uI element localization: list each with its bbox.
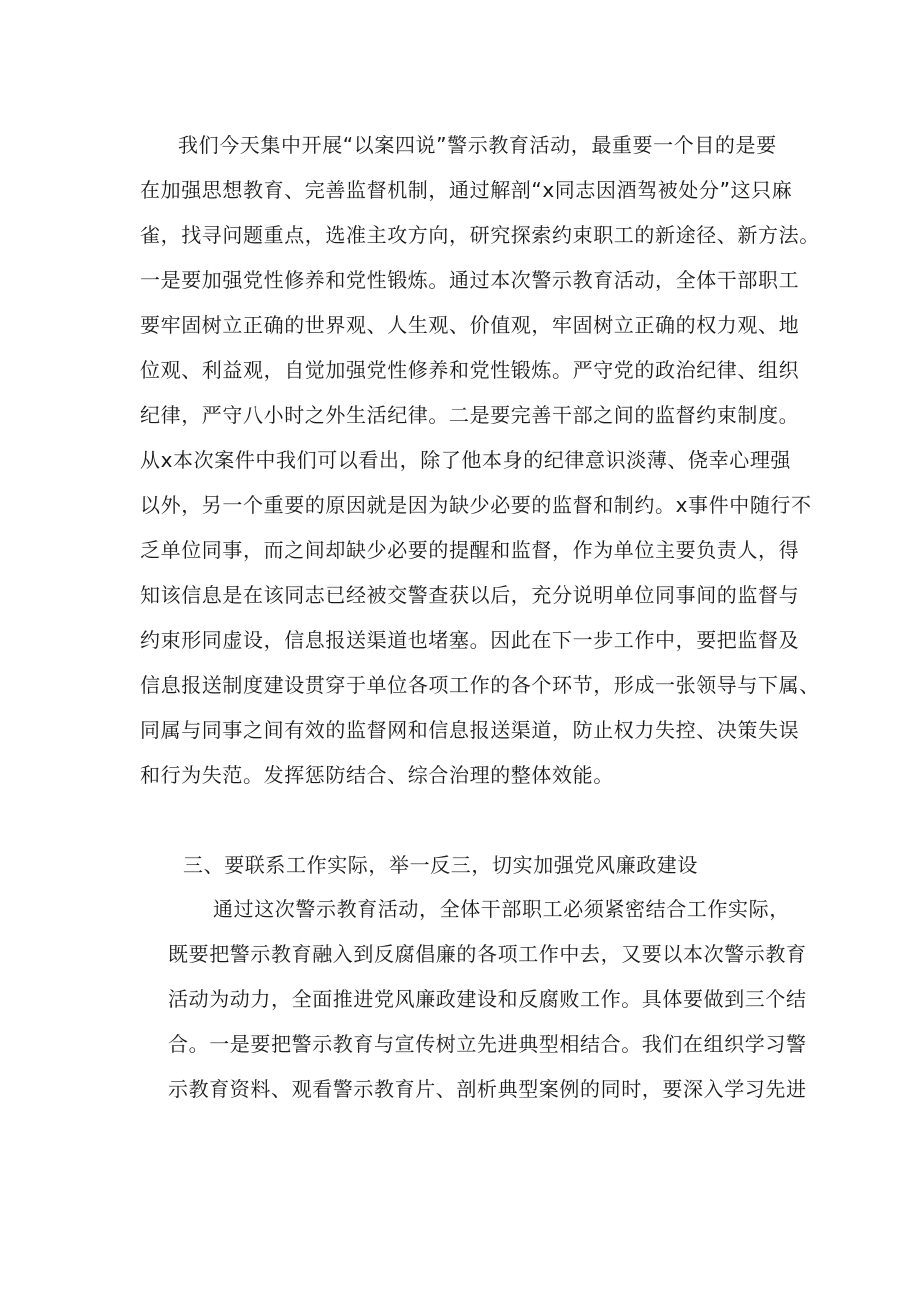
paragraph-line: 示教育资料、观看警示教育片、剖析典型案例的同时，要深入学习先进: [168, 1077, 807, 1101]
paragraph-line: 一是要加强党性修养和党性锻炼。通过本次警示教育活动，全体干部职工: [140, 268, 800, 292]
paragraph-line: 信息报送制度建设贯穿于单位各项工作的各个环节，形成一张领导与下属、: [140, 673, 820, 697]
paragraph-line: 活动为动力，全面推进党风廉政建设和反腐败工作。具体要做到三个结: [168, 987, 807, 1011]
paragraph-line: 要牢固树立正确的世界观、人生观、价值观，牢固树立正确的权力观、地: [140, 313, 800, 337]
paragraph-line: 以外，另一个重要的原因就是因为缺少必要的监督和制约。x事件中随行不: [140, 493, 812, 517]
paragraph-line: 雀，找寻问题重点，选准主攻方向，研究探索约束职工的新途径、新方法。: [140, 223, 820, 247]
paragraph-line: 知该信息是在该同志已经被交警查获以后，充分说明单位同事间的监督与: [140, 583, 800, 607]
paragraph-line: 同属与同事之间有效的监督网和信息报送渠道，防止权力失控、决策失误: [140, 718, 800, 742]
paragraph-line: 和行为失范。发挥惩防结合、综合治理的整体效能。: [140, 763, 614, 787]
paragraph-line: 约束形同虚设，信息报送渠道也堵塞。因此在下一步工作中，要把监督及: [140, 628, 800, 652]
paragraph-line: 纪律，严守八小时之外生活纪律。二是要完善干部之间的监督约束制度。: [140, 403, 800, 427]
paragraph-line: 合。一是要把警示教育与宣传树立先进典型相结合。我们在组织学习警: [168, 1032, 807, 1056]
paragraph-line: 位观、利益观，自觉加强党性修养和党性锻炼。严守党的政治纪律、组织: [140, 358, 800, 382]
section-heading: 三、要联系工作实际，举一反三，切实加强党风廉政建设: [183, 853, 698, 877]
paragraph-line: 我们今天集中开展“以案四说”警示教育活动，最重要一个目的是要: [178, 133, 777, 157]
paragraph-line: 乏单位同事，而之间却缺少必要的提醒和监督，作为单位主要负责人，得: [140, 538, 800, 562]
paragraph-line: 通过这次警示教育活动，全体干部职工必须紧密结合工作实际，: [213, 897, 790, 921]
paragraph-line: 既要把警示教育融入到反腐倡廉的各项工作中去，又要以本次警示教育: [168, 942, 807, 966]
paragraph-line: 从x本次案件中我们可以看出，除了他本身的纪律意识淡薄、侥幸心理强: [140, 448, 792, 472]
paragraph-line: 在加强思想教育、完善监督机制，通过解剖“x同志因酒驾被处分”这只麻: [140, 178, 793, 202]
